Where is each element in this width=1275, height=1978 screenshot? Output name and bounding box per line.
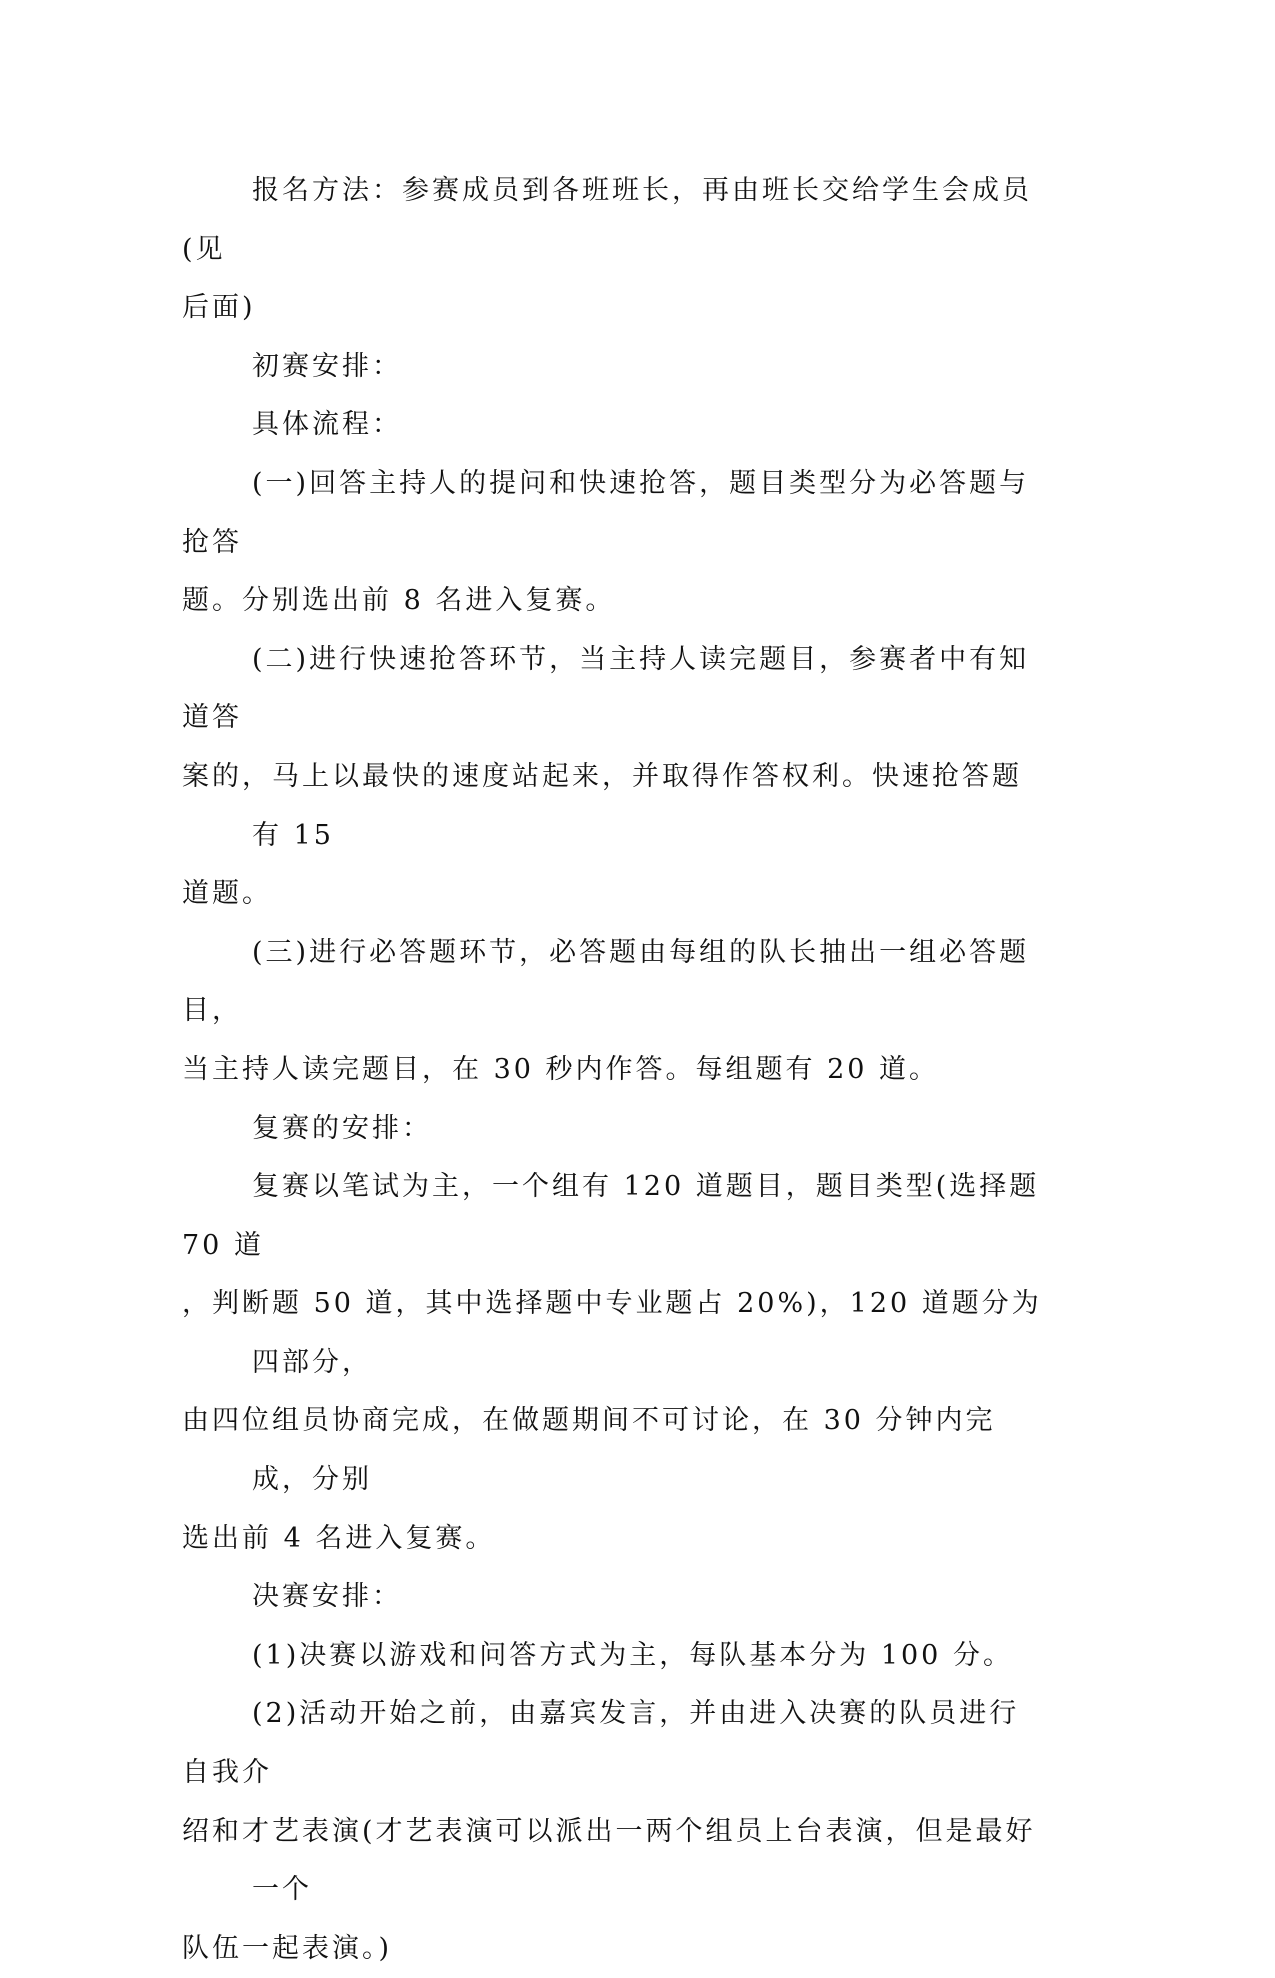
paragraph-final-point-two xyxy=(182,1685,1042,1978)
text-line: ，判断题 50 道，其中选择题中专业题占 20%)，120 道题分为四部分， xyxy=(182,1288,1042,1378)
text-line: 当主持人读完题目，在 30 秒内作答。每组题有 20 道。 xyxy=(182,1053,940,1085)
text-line: 初赛安排： xyxy=(252,350,402,382)
document-body xyxy=(182,162,1042,1978)
text-line: 由四位组员协商完成，在做题期间不可讨论，在 30 分钟内完成，分别 xyxy=(182,1405,996,1496)
text-line: 队伍一起表演。) xyxy=(182,1932,393,1964)
text-line: 选出前 4 名进入复赛。 xyxy=(182,1522,496,1554)
text-line: (2)活动开始之前，由嘉宾发言，并由进入决赛的队员进行自我介 xyxy=(182,1698,1020,1789)
paragraph-final-point-one xyxy=(182,1627,1042,1686)
text-line: (三)进行必答题环节，必答题由每组的队长抽出一组必答题目， xyxy=(182,936,1030,1027)
heading-final-arrangement xyxy=(182,1568,1042,1627)
text-line: 后面) xyxy=(182,292,256,324)
text-line: 题。分别选出前 8 名进入复赛。 xyxy=(182,585,616,617)
paragraph-semifinal-details xyxy=(182,1158,1042,1568)
text-line: 案的，马上以最快的速度站起来，并取得作答权利。快速抢答题有 15 xyxy=(182,760,1022,851)
text-line: 复赛的安排： xyxy=(252,1112,432,1144)
paragraph-step-three xyxy=(182,924,1042,1100)
heading-specific-process xyxy=(182,396,1042,455)
text-line: 绍和才艺表演(才艺表演可以派出一两个组员上台表演，但是最好一个 xyxy=(182,1815,1036,1906)
heading-preliminary-arrangement xyxy=(182,338,1042,397)
paragraph-step-one xyxy=(182,455,1042,631)
paragraph-step-two xyxy=(182,631,1042,924)
text-line: 具体流程： xyxy=(252,409,402,441)
text-line: (二)进行快速抢答环节，当主持人读完题目，参赛者中有知道答 xyxy=(182,643,1030,734)
text-line: 道题。 xyxy=(182,878,272,910)
heading-semifinal-arrangement xyxy=(182,1100,1042,1159)
text-line: 复赛以笔试为主，一个组有 120 道题目，题目类型(选择题 70 道 xyxy=(182,1171,1040,1261)
text-line: (一)回答主持人的提问和快速抢答，题目类型分为必答题与抢答 xyxy=(182,467,1030,558)
text-line: 决赛安排： xyxy=(252,1581,402,1613)
text-line: (1)决赛以游戏和问答方式为主，每队基本分为 100 分。 xyxy=(252,1639,1013,1671)
paragraph-registration-method xyxy=(182,162,1042,338)
text-line: 报名方法：参赛成员到各班班长，再由班长交给学生会成员(见 xyxy=(182,175,1032,265)
